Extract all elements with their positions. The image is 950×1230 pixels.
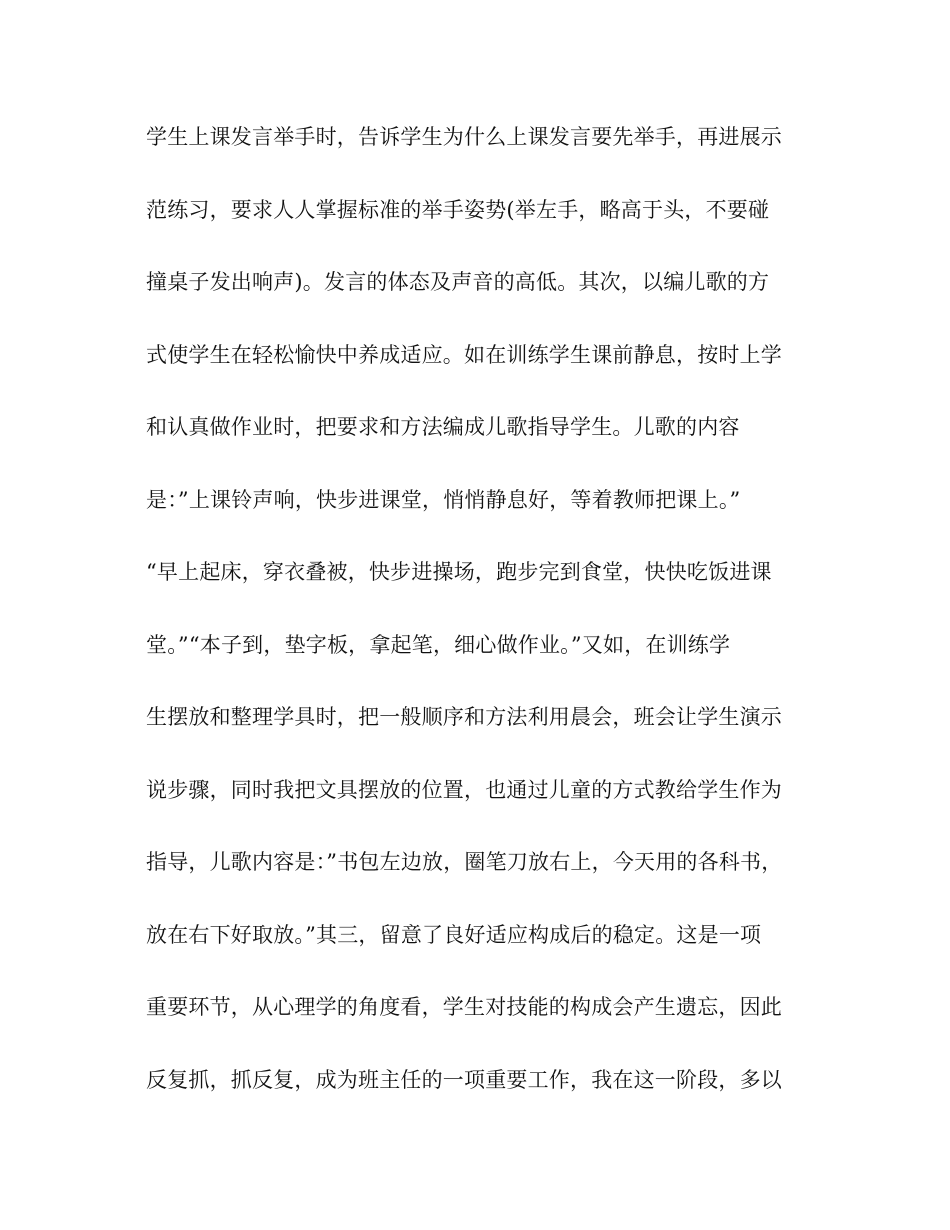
text-line: 是：”上课铃声响，快步进课堂，悄悄静息好，等着教师把课上。”	[146, 487, 741, 512]
text-line: 说步骤，同时我把文具摆放的位置，也通过儿童的方式教给学生作为	[146, 777, 782, 802]
text-line: 生摆放和整理学具时，把一般顺序和方法利用晨会，班会让学生演示	[146, 705, 782, 729]
text-line: 放在右下好取放。”其三，留意了良好适应构成后的稳定。这是一项	[146, 922, 762, 947]
text-line: 撞桌子发出响声)。发言的体态及声音的高低。其次，以编儿歌的方	[146, 270, 770, 294]
text-line: 堂。”“本子到，垫字板，拿起笔，细心做作业。”又如，在训练学	[146, 632, 731, 657]
text-line: 和认真做作业时，把要求和方法编成儿歌指导学生。儿歌的内容	[146, 415, 740, 439]
text-line: 重要环节，从心理学的角度看，学生对技能的构成会产生遗忘，因此	[146, 995, 782, 1019]
text-line: “早上起床，穿衣叠被，快步进操场，跑步完到食堂，快快吃饭进课	[146, 560, 772, 584]
text-line: 式使学生在轻松愉快中养成适应。如在训练学生课前静息，按时上学	[146, 342, 782, 367]
text-line: 学生上课发言举手时，告诉学生为什么上课发言要先举手，再进展示	[146, 125, 782, 149]
text-line: 指导，儿歌内容是：”书包左边放，圈笔刀放右上，今天用的各科书，	[146, 850, 783, 874]
body-text	[146, 125, 826, 1140]
text-line: 反复抓，抓反复，成为班主任的一项重要工作，我在这一阶段，多以	[146, 1067, 782, 1092]
text-line: 范练习，要求人人掌握标准的举手姿势(举左手，略高于头，不要碰	[146, 197, 770, 222]
